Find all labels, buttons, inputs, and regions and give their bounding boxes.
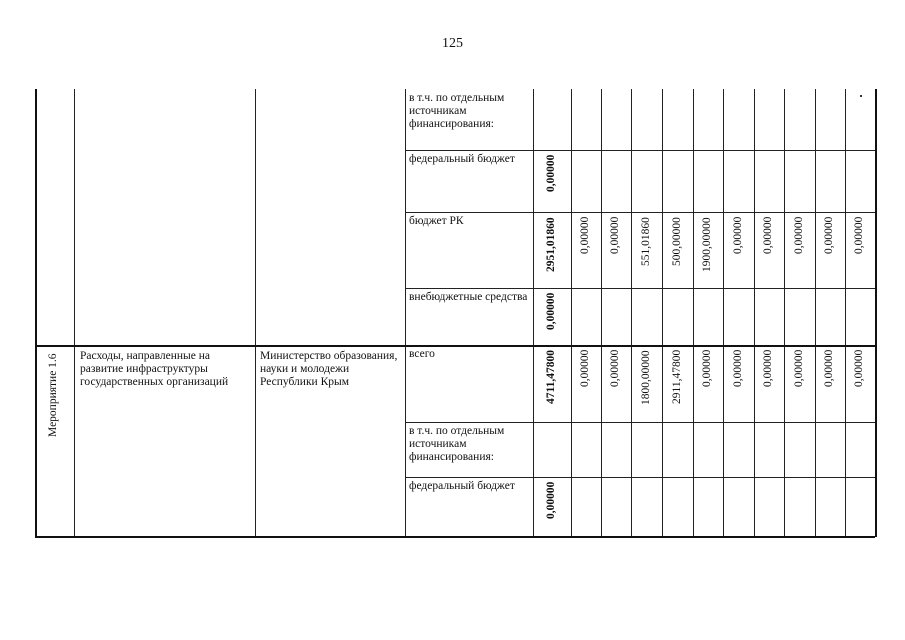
year-value: 0,00000: [823, 349, 835, 387]
activity-executor: Министерство образования, науки и молодежи Республики Крым: [260, 350, 398, 388]
year-value: 0,00000: [762, 349, 774, 387]
year-value: 2911,47800: [670, 349, 683, 404]
page-number: 125: [442, 36, 463, 51]
column-divider: [845, 89, 846, 537]
activity-code: Мероприятие 1.6: [47, 353, 59, 437]
activity-separator: [35, 345, 875, 347]
column-divider: [723, 89, 724, 537]
funding-source-label: всего: [409, 348, 435, 360]
column-divider: [533, 89, 534, 537]
table-border-right: [875, 89, 877, 537]
column-divider: [754, 89, 755, 537]
row-divider: [405, 477, 875, 478]
year-value: 0,00000: [609, 216, 621, 254]
year-value: 0,00000: [823, 216, 835, 254]
year-value: 0,00000: [579, 216, 591, 254]
row-divider: [405, 422, 875, 423]
table-border-left: [35, 89, 37, 537]
column-divider: [784, 89, 785, 537]
row-total-value: 0,00000: [545, 154, 557, 192]
year-value: 0,00000: [792, 216, 805, 254]
column-divider: [405, 89, 406, 537]
row-divider: [405, 150, 875, 151]
year-value: 0,00000: [762, 216, 774, 254]
year-value: 0,00000: [731, 349, 744, 387]
year-value: 551,01860: [639, 217, 652, 266]
year-value: 0,00000: [701, 349, 713, 387]
column-divider: [74, 89, 75, 537]
row-divider: [405, 212, 875, 213]
funding-source-label: федеральный бюджет: [409, 480, 515, 492]
year-value: 0,00000: [853, 216, 865, 254]
year-value: 1800,00000: [639, 350, 652, 405]
year-value: 0,00000: [579, 349, 591, 387]
budget-table: [35, 89, 875, 537]
row-total-value: 0,00000: [545, 292, 557, 330]
year-value: 1900,00000: [701, 217, 713, 272]
scan-mark: [860, 95, 862, 97]
funding-source-label: федеральный бюджет: [409, 153, 515, 165]
column-divider: [255, 89, 256, 537]
table-border-bottom: [35, 536, 875, 538]
year-value: 0,00000: [609, 349, 621, 387]
column-divider: [631, 89, 632, 537]
row-total-value: 2951,01860: [545, 217, 557, 272]
year-value: 0,00000: [792, 349, 805, 387]
column-divider: [815, 89, 816, 537]
funding-source-label: внебюджетные средства: [409, 291, 528, 303]
column-divider: [571, 89, 572, 537]
year-value: 500,00000: [670, 217, 683, 266]
year-value: 0,00000: [731, 216, 744, 254]
activity-name: Расходы, направленные на развитие инфраструктуры государственных организаций: [80, 350, 229, 388]
column-divider: [662, 89, 663, 537]
year-value: 0,00000: [853, 349, 865, 387]
column-divider: [693, 89, 694, 537]
row-divider: [405, 288, 875, 289]
row-total-value: 4711,47800: [545, 350, 557, 404]
funding-source-label: в т.ч. по отдельным источникам финансирования:: [409, 92, 505, 130]
funding-source-label: в т.ч. по отдельным источникам финансирования:: [409, 425, 505, 463]
column-divider: [601, 89, 602, 537]
funding-source-label: бюджет РК: [409, 215, 464, 227]
row-total-value: 0,00000: [545, 481, 557, 519]
